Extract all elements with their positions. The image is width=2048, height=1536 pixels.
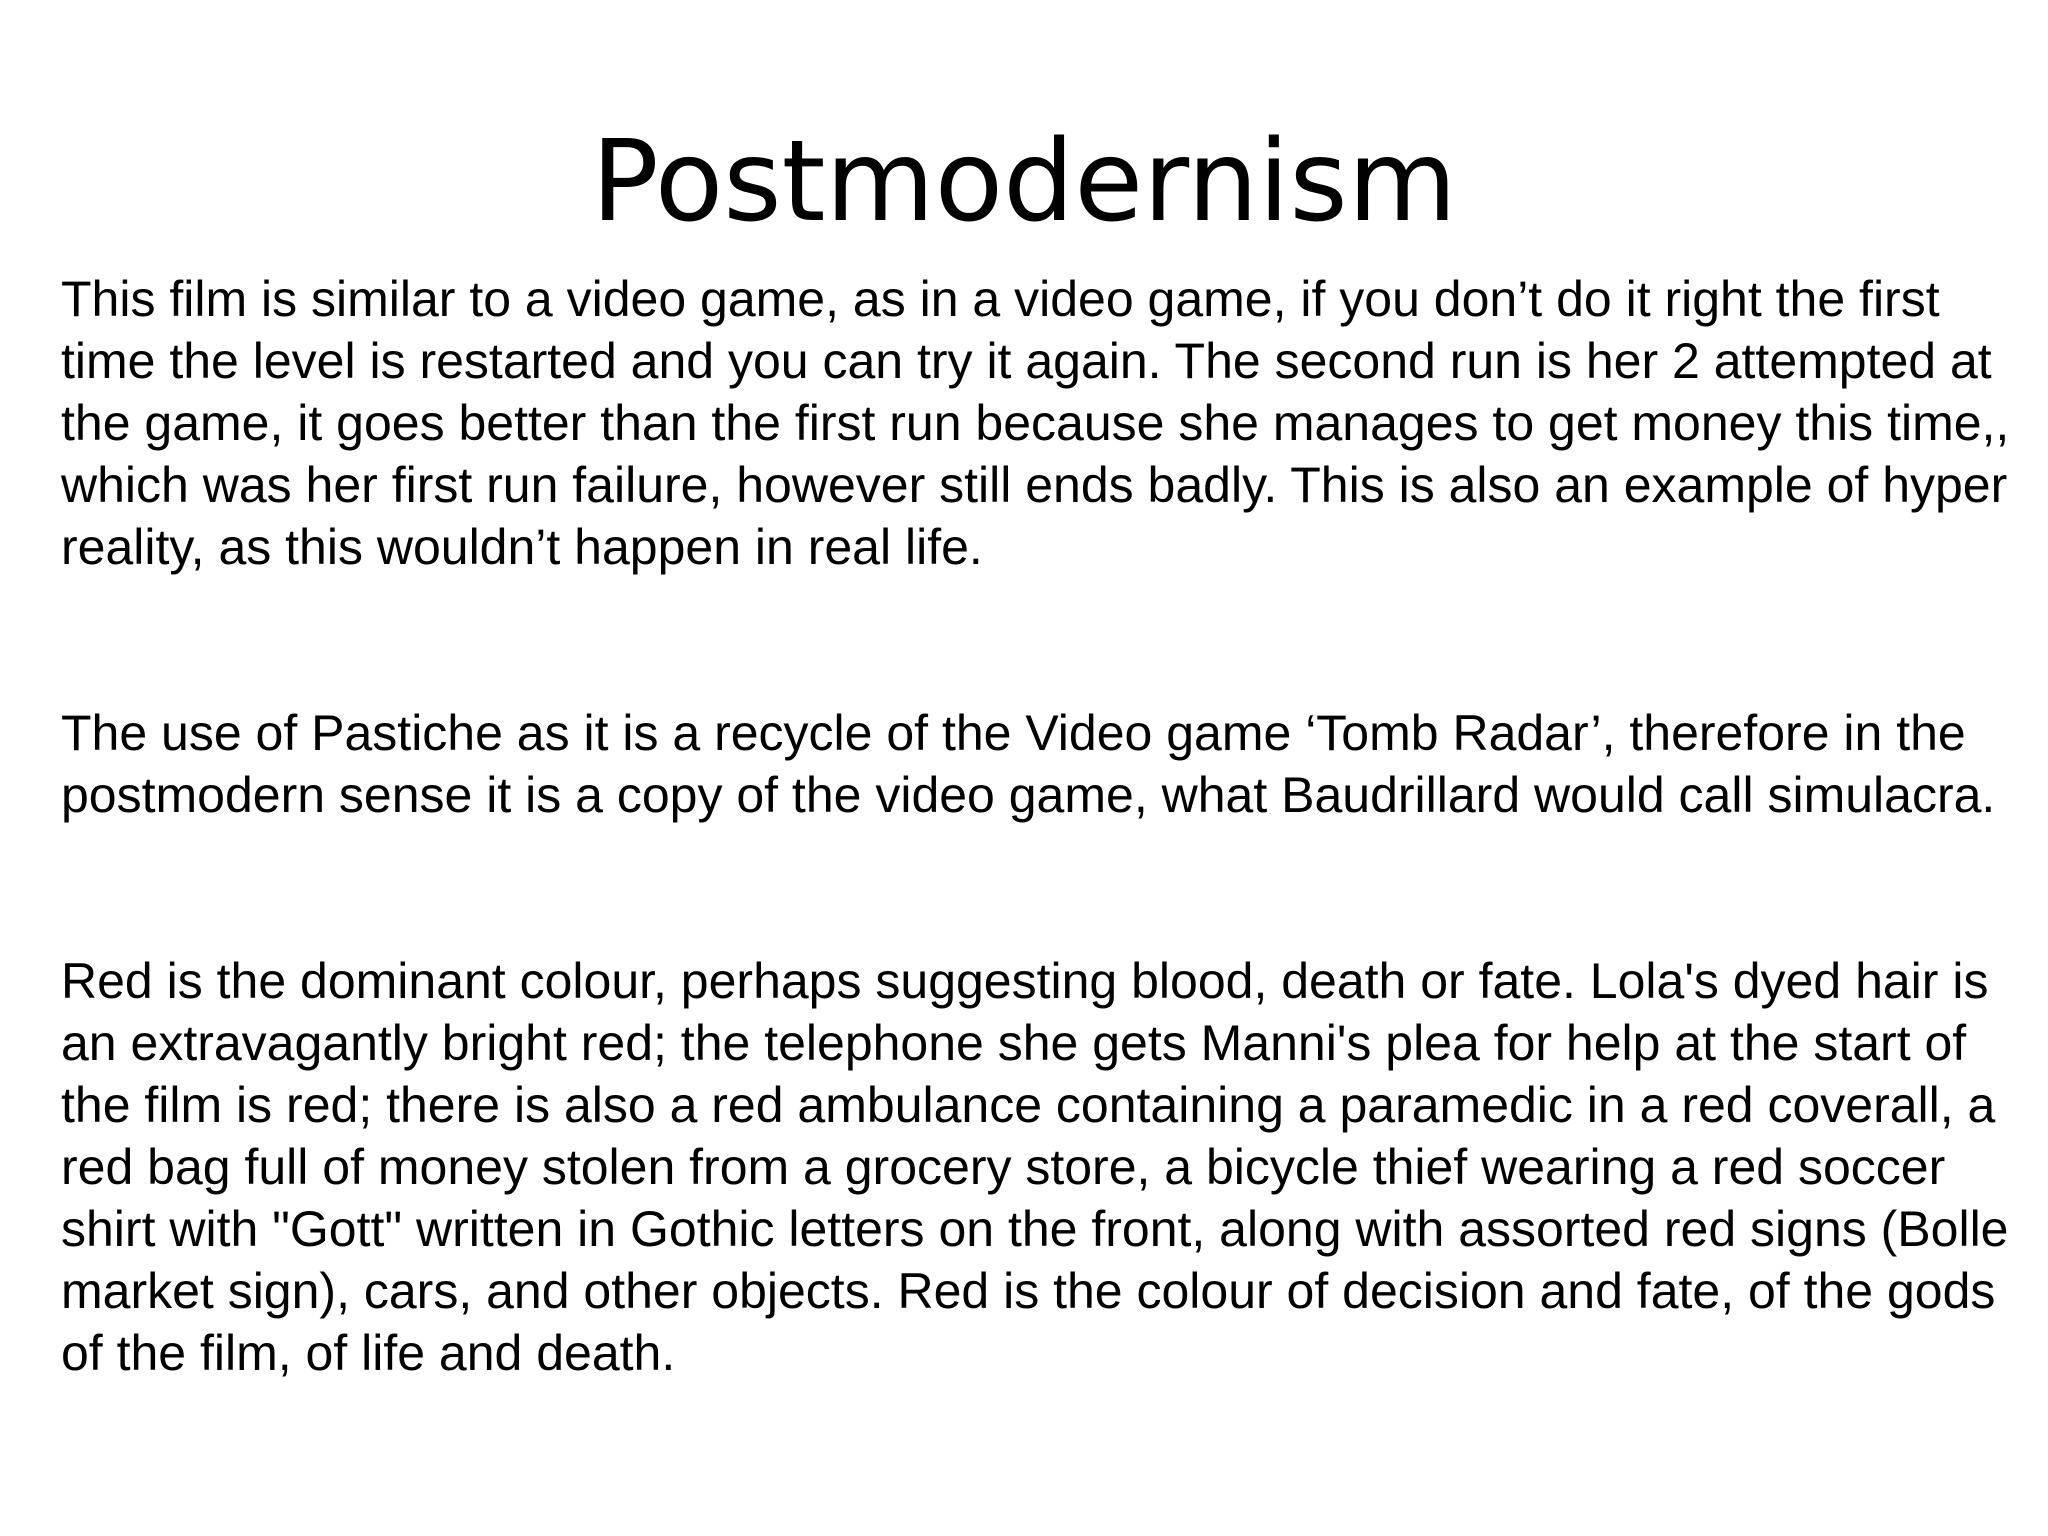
paragraph-pastiche: The use of Pastiche as it is a recycle of the Video game ‘Tomb Radar’, therefore in the postmodern sense it is a copy of the video game, what Baudrillard would call simulacra. — [61, 705, 1996, 823]
slide-body — [61, 268, 2011, 1384]
paragraph-video-game: This film is similar to a video game, as in a video game, if you don’t do it right the first time the level is restarted and you can try it again. The second run is her 2 attempted at the game, it goes better than the first run because she manages to get money this time,, which was her first run failure, however still ends badly. This is also an example of hyper reality, as this wouldn’t happen in real life. — [61, 271, 2010, 575]
slide-title: Postmodernism — [591, 117, 1457, 247]
paragraph-red-colour: Red is the dominant colour, perhaps suggesting blood, death or fate. Lola's dyed hair is an extravagantly bright red; the telephone she gets Manni's plea for help at the start of the film is red; there is also a red ambulance containing a paramedic in a red coverall, a red bag full of money stolen from a grocery store, a bicycle thief wearing a red soccer shirt with "Gott" written in Gothic letters on the front, along with assorted red signs (Bolle market sign), cars, and other objects. Red is the colour of decision and fate, of the gods of the film, of life and death. — [61, 953, 2009, 1381]
